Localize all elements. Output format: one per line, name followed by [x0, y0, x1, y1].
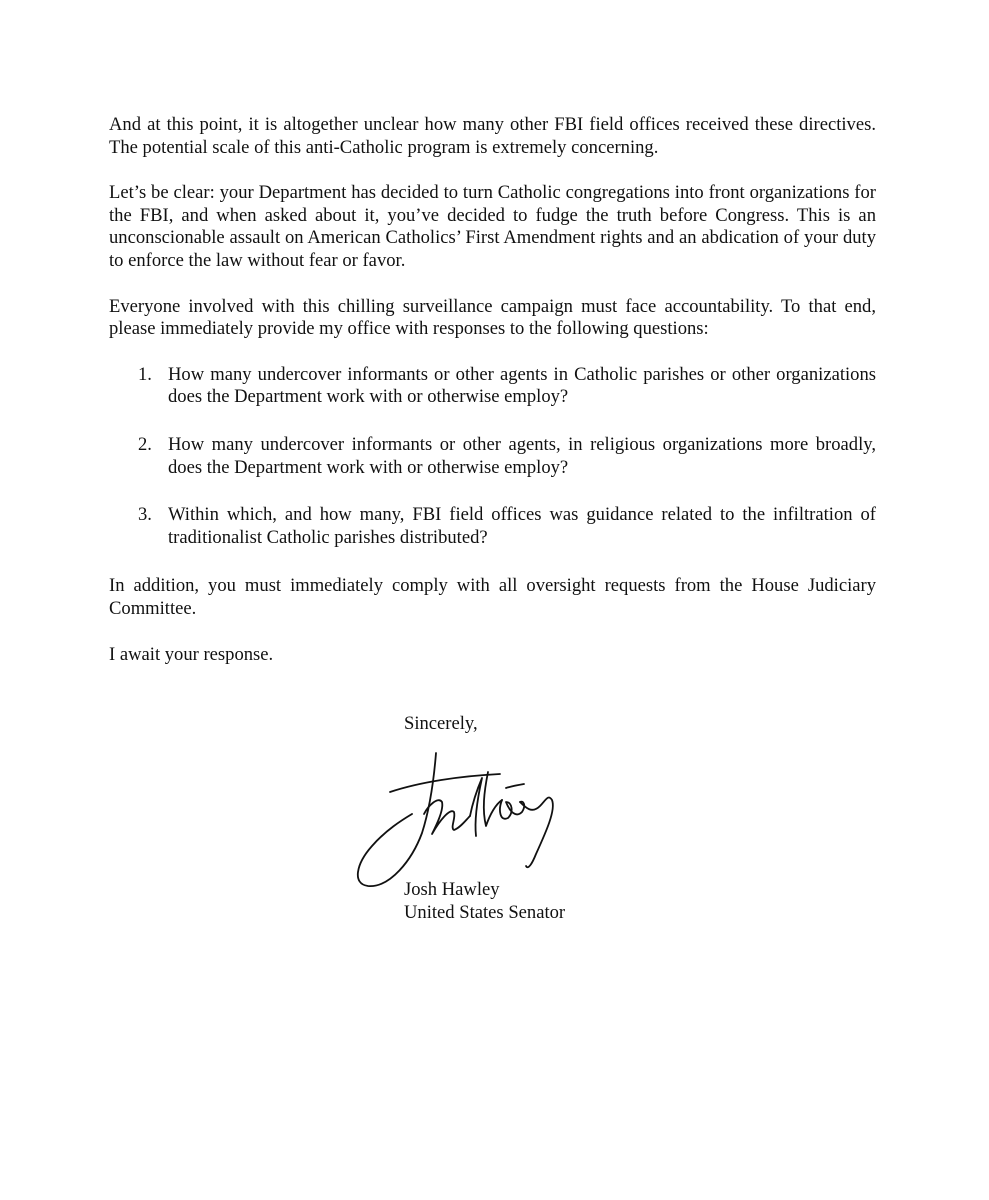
question-item — [109, 434, 876, 479]
question-number: 2. — [138, 433, 152, 455]
handwritten-signature — [350, 748, 570, 893]
paragraph-await-response: I await your response. — [109, 643, 274, 665]
question-text: How many undercover informants or other agents, in religious organizations more broadly, does the Department work with or otherwise employ? — [168, 433, 876, 478]
paragraph-field-offices: And at this point, it is altogether unclear how many other FBI field offices received these directives. The potential scale of this anti-Catholic program is extremely concerning. — [109, 114, 876, 158]
question-text: How many undercover informants or other agents in Catholic parishes or other organizations does the Department work with or otherwise employ? — [168, 363, 876, 408]
paragraph-accountability: Everyone involved with this chilling surveillance campaign must face accountability. To that end, please immediately provide my office with responses to the following questions: — [109, 295, 876, 340]
signer-name: Josh Hawley — [404, 879, 500, 900]
question-item — [109, 504, 876, 549]
signer-title: United States Senator — [404, 901, 566, 923]
question-item — [109, 364, 876, 409]
question-number: 1. — [138, 363, 152, 385]
question-list — [109, 364, 876, 550]
letter-body — [109, 114, 876, 689]
question-number: 3. — [138, 504, 152, 526]
question-text: Within which, and how many, FBI field offices was guidance related to the infiltration of traditionalist Catholic parishes distributed? — [168, 504, 876, 548]
signature-block — [404, 879, 565, 924]
paragraph-oversight: In addition, you must immediately comply with all oversight requests from the House Judiciary Committee. — [109, 575, 876, 619]
valediction: Sincerely, — [404, 713, 478, 734]
paragraph-lets-be-clear: Let’s be clear: your Department has decided to turn Catholic congregations into front organizations for the FBI, and when asked about it, you’ve decided to fudge the truth before Congress. This is an unconscionable assault on American Catholics’ First Amendment rights and an abdication of your duty to enforce the law without fear or favor. — [109, 182, 876, 271]
